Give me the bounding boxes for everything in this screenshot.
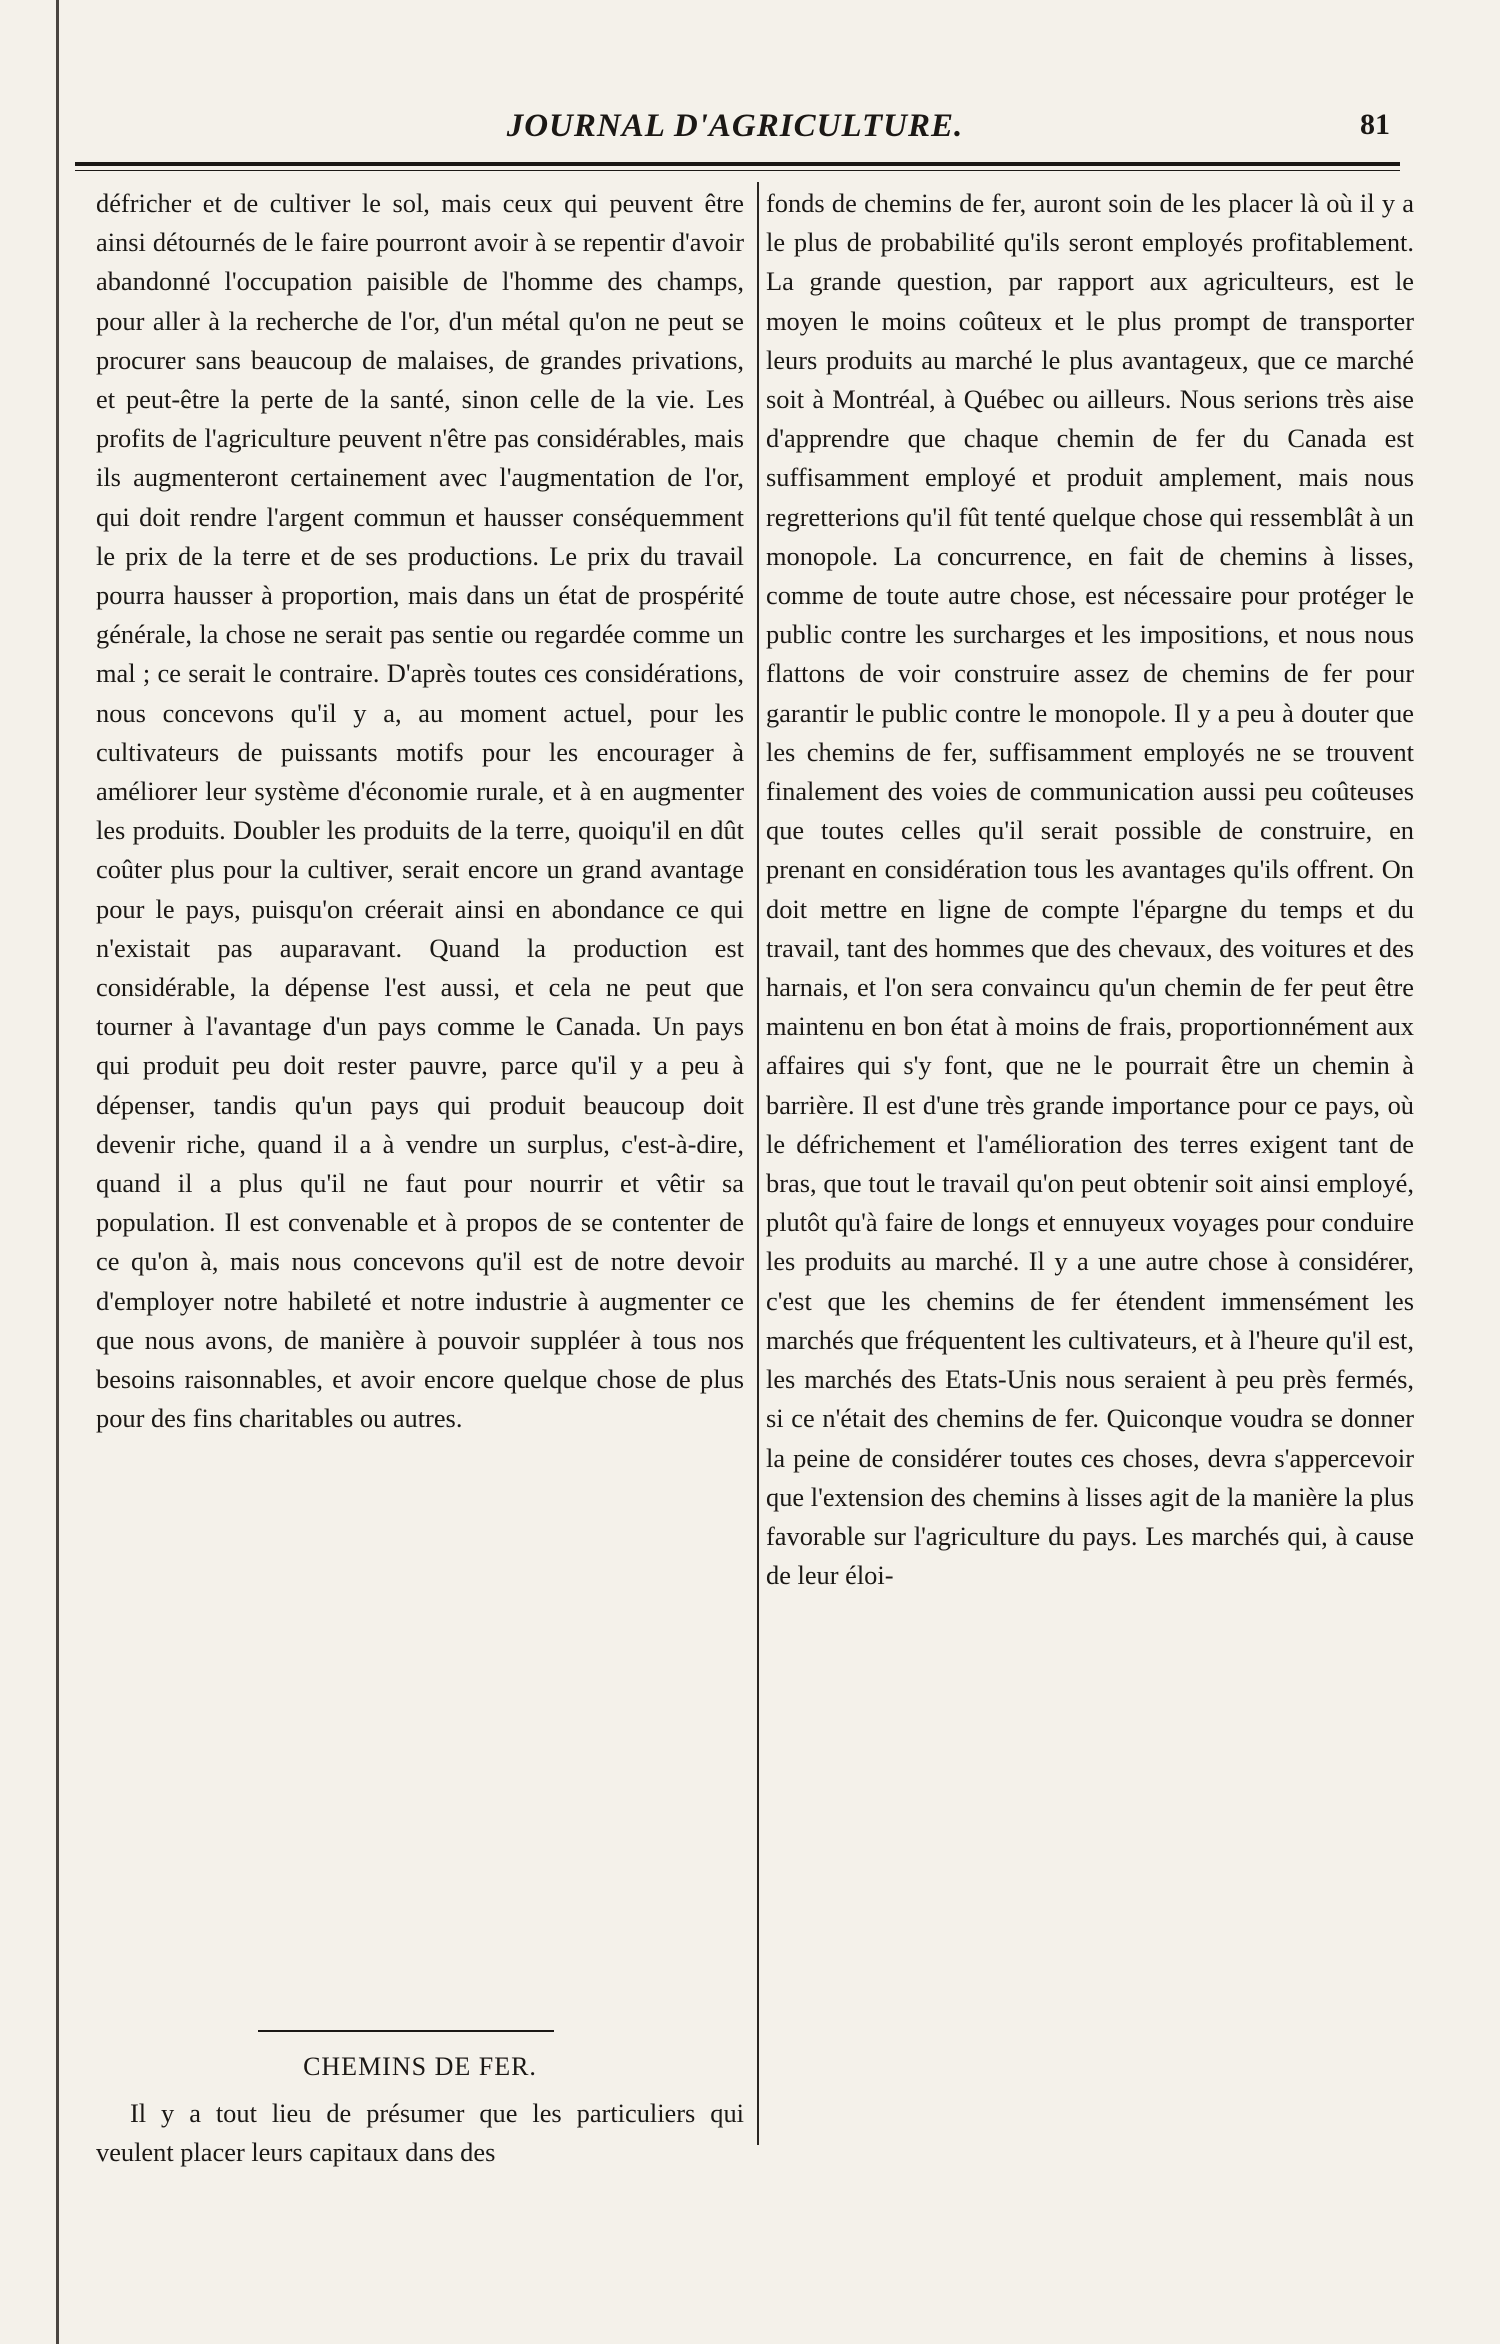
header-rule-thick xyxy=(75,162,1400,166)
section-separator-rule xyxy=(258,2030,554,2032)
left-column xyxy=(96,184,744,1439)
running-title: JOURNAL D'AGRICULTURE. xyxy=(506,108,964,144)
left-column-paragraph: défricher et de cultiver le sol, mais ceux qui peuvent être ainsi détournés de le faire pourront avoir à se repentir d'avoir abandonné l'occupation paisible de l'homme des champs, pour aller à la recherche de l'or, d'un métal qu'on ne peut se procurer sans beaucoup de malaises, de grandes privations, et peut-être la perte de la santé, sinon celle de la vie. Les profits de l'agriculture peuvent n'être pas considérables, mais ils augmenteront certainement avec l'augmentation de l'or, qui doit rendre l'argent commun et hausser conséquemment le prix de la terre et de ses productions. Le prix du travail pourra hausser à proportion, mais dans un état de prospérité générale, la chose ne serait pas sentie ou regardée comme un mal ; ce serait le contraire. D'après toutes ces considérations, nous concevons qu'il y a, au moment actuel, pour les cultivateurs de puissants motifs pour les encourager à améliorer leur système d'économie rurale, et à en augmenter les produits. Doubler les produits de la terre, quoiqu'il en dût coûter plus pour la cultiver, serait encore un grand avantage pour le pays, puisqu'on créerait ainsi en abondance ce qui n'existait pas auparavant. Quand la production est considérable, la dépense l'est aussi, et cela ne peut que tourner à l'avantage d'un pays comme le Canada. Un pays qui produit peu doit rester pauvre, parce qu'il y a peu à dépenser, tandis qu'un pays qui produit beaucoup doit devenir riche, quand il a à vendre un surplus, c'est-à-dire, quand il a plus qu'il ne faut pour nourrir et vêtir sa population. Il est convenable et à propos de se contenter de ce qu'on à, mais nous concevons qu'il est de notre devoir d'employer notre habileté et notre industrie à augmenter ce que nous avons, de manière à pouvoir suppléer à tous nos besoins raisonnables, et avoir encore quelque chose de plus pour des fins charitables ou autres. xyxy=(96,188,744,1434)
section-paragraph: Il y a tout lieu de présumer que les particuliers qui veulent placer leurs capitaux dans des xyxy=(96,2098,744,2168)
right-column-paragraph: fonds de chemins de fer, auront soin de les placer là où il y a le plus de probabilité qu'ils seront employés profitablement. La grande question, par rapport aux agriculteurs, est le moyen le moins coûteux et le plus prompt de transporter leurs produits au marché le plus avantageux, que ce marché soit à Montréal, à Québec ou ailleurs. Nous serions très aise d'apprendre que chaque chemin de fer du Canada est suffisamment employé et produit amplement, mais nous regretterions qu'il fût tenté quelque chose qui ressemblât à un monopole. La concurrence, en fait de chemins à lisses, comme de toute autre chose, est nécessaire pour protéger le public contre les surcharges et les impositions, et nous nous flattons de voir construire assez de chemins de fer pour garantir le public contre le monopole. Il y a peu à douter que les chemins de fer, suffisamment employés ne se trouvent finalement des voies de communication aussi peu coûteuses que toutes celles qu'il serait possible de construire, en prenant en considération tous les avantages qu'ils offrent. On doit mettre en ligne de compte l'épargne du temps et du travail, tant des hommes que des chevaux, des voitures et des harnais, et l'on sera convaincu qu'un chemin de fer peut être maintenu en bon état à moins de frais, proportionnément aux affaires qui s'y font, que ne le pourrait être un chemin à barrière. Il est d'une très grande importance pour ce pays, où le défrichement et l'amélioration des terres exigent tant de bras, que tout le travail qu'on peut obtenir soit ainsi employé, plutôt qu'à faire de longs et ennuyeux voyages pour conduire les produits au marché. Il y a une autre chose à considérer, c'est que les chemins de fer étendent immensément les marchés que fréquentent les cultivateurs, et à l'heure qu'il est, les marchés des Etats-Unis nous seraient à peu près fermés, si ce n'était des chemins de fer. Quiconque voudra se donner la peine de considérer toutes ces choses, devra s'appercevoir que l'extension des chemins à lisses agit de la manière la plus favorable sur l'agriculture du pays. Les marchés qui, à cause de leur éloi- xyxy=(766,188,1414,1591)
page-header xyxy=(70,108,1400,148)
binding-edge-line xyxy=(56,0,59,2344)
left-column-section-body xyxy=(96,2094,744,2172)
column-divider xyxy=(757,182,759,2145)
page-number: 81 xyxy=(1360,108,1390,141)
right-column xyxy=(766,184,1414,1595)
section-heading-chemins-de-fer: CHEMINS DE FER. xyxy=(303,2052,537,2081)
header-rule-thin xyxy=(75,170,1400,171)
